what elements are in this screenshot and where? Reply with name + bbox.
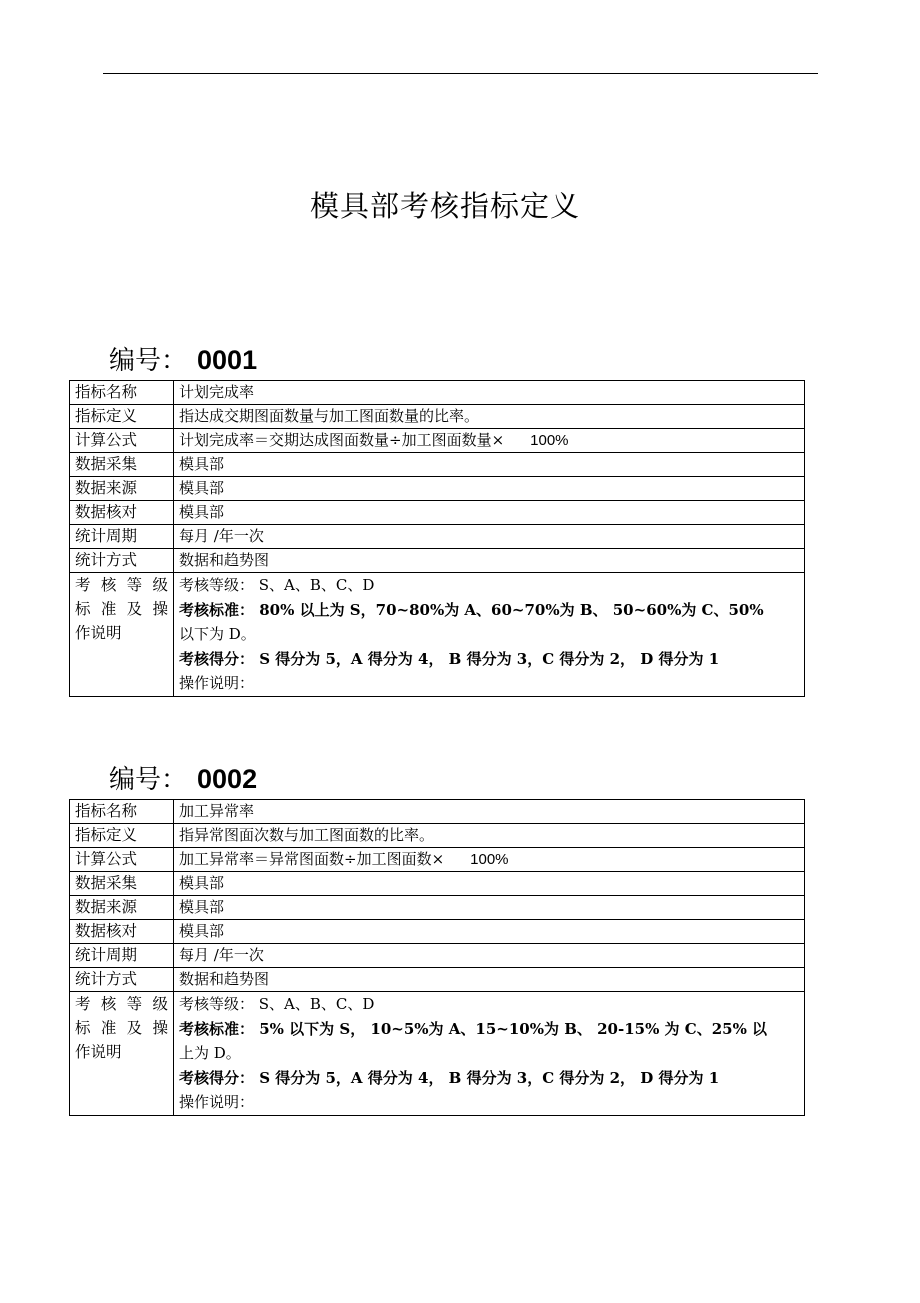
row-key: 统计方式 [70, 549, 174, 573]
indicator-name: 加工异常率 [174, 800, 805, 824]
grade-key-line: 作说明 [75, 624, 122, 642]
table-row [70, 525, 805, 549]
indicator-table [69, 380, 805, 697]
table-row [70, 381, 805, 405]
grade-key-line: 标 准 及 操 [75, 1019, 168, 1037]
table-row [70, 549, 805, 573]
grade-standard: 考核标准： 80% 以上为 S，70~80%为 A、60~70%为 B、 50~60%为 C、50% [179, 600, 764, 619]
grade-standard-cont: 上为 D。 [179, 1044, 241, 1062]
indicator-definition: 指异常图面次数与加工图面数的比率。 [174, 824, 805, 848]
grade-score: 考核得分： S 得分为 5，A 得分为 4， B 得分为 3，C 得分为 2， D 得分为 1 [179, 649, 720, 668]
row-key: 指标定义 [70, 824, 174, 848]
stat-period: 每月 /年一次 [174, 944, 805, 968]
data-verification: 模具部 [174, 920, 805, 944]
table-row [70, 453, 805, 477]
indicator-code-heading [109, 340, 257, 377]
formula-percent: 100% [470, 851, 509, 868]
table-row [70, 920, 805, 944]
data-collection: 模具部 [174, 453, 805, 477]
indicator-name: 计划完成率 [174, 381, 805, 405]
table-row [70, 501, 805, 525]
code-number: 0001 [197, 345, 258, 375]
code-number: 0002 [197, 764, 258, 794]
data-collection: 模具部 [174, 872, 805, 896]
grade-key-line: 作说明 [75, 1043, 122, 1061]
stat-method: 数据和趋势图 [174, 968, 805, 992]
formula-percent: 100% [530, 432, 569, 449]
row-key [70, 573, 174, 697]
grade-standard-cont: 以下为 D。 [179, 625, 256, 643]
table-row [70, 800, 805, 824]
code-label: 编号： [109, 765, 188, 795]
formula-text: 计划完成率＝交期达成图面数量÷加工图面数量× [179, 431, 505, 449]
table-row [70, 944, 805, 968]
indicator-definition: 指达成交期图面数量与加工图面数量的比率。 [174, 405, 805, 429]
grade-standard: 考核标准： 5% 以下为 S， 10~5%为 A、15~10%为 B、 20-15% 为 C、25% 以 [179, 1019, 768, 1038]
row-key: 指标定义 [70, 405, 174, 429]
row-key: 数据采集 [70, 453, 174, 477]
operation-note: 操作说明： [179, 674, 255, 692]
operation-note: 操作说明： [179, 1093, 255, 1111]
row-key: 数据采集 [70, 872, 174, 896]
table-row [70, 824, 805, 848]
table-row [70, 896, 805, 920]
grade-description [174, 573, 805, 697]
table-row [70, 429, 805, 453]
table-row [70, 992, 805, 1116]
row-key [70, 992, 174, 1116]
formula-text: 加工异常率＝异常图面数÷加工图面数× [179, 850, 445, 868]
grade-levels: 考核等级： S、A、B、C、D [179, 576, 375, 594]
indicator-formula [174, 848, 805, 872]
stat-method: 数据和趋势图 [174, 549, 805, 573]
row-key: 数据核对 [70, 501, 174, 525]
data-verification: 模具部 [174, 501, 805, 525]
row-key: 计算公式 [70, 848, 174, 872]
data-source: 模具部 [174, 477, 805, 501]
grade-key-line: 考 核 等 级 [75, 995, 168, 1013]
document-title: 模具部考核指标定义 [309, 189, 580, 223]
row-key: 指标名称 [70, 800, 174, 824]
grade-levels: 考核等级： S、A、B、C、D [179, 995, 375, 1013]
row-key: 统计周期 [70, 944, 174, 968]
row-key: 数据核对 [70, 920, 174, 944]
row-key: 指标名称 [70, 381, 174, 405]
indicator-code-heading [109, 759, 257, 796]
grade-description [174, 992, 805, 1116]
table-row [70, 872, 805, 896]
row-key: 数据来源 [70, 896, 174, 920]
indicator-table [69, 799, 805, 1116]
row-key: 计算公式 [70, 429, 174, 453]
header-rule [103, 73, 818, 74]
table-row [70, 405, 805, 429]
stat-period: 每月 /年一次 [174, 525, 805, 549]
row-key: 统计方式 [70, 968, 174, 992]
grade-key-line: 考 核 等 级 [75, 576, 168, 594]
indicator-formula [174, 429, 805, 453]
table-row [70, 848, 805, 872]
data-source: 模具部 [174, 896, 805, 920]
code-label: 编号： [109, 346, 188, 376]
table-row [70, 968, 805, 992]
row-key: 统计周期 [70, 525, 174, 549]
table-row [70, 477, 805, 501]
grade-key-line: 标 准 及 操 [75, 600, 168, 618]
table-row [70, 573, 805, 697]
grade-score: 考核得分： S 得分为 5，A 得分为 4， B 得分为 3，C 得分为 2， D 得分为 1 [179, 1068, 720, 1087]
row-key: 数据来源 [70, 477, 174, 501]
